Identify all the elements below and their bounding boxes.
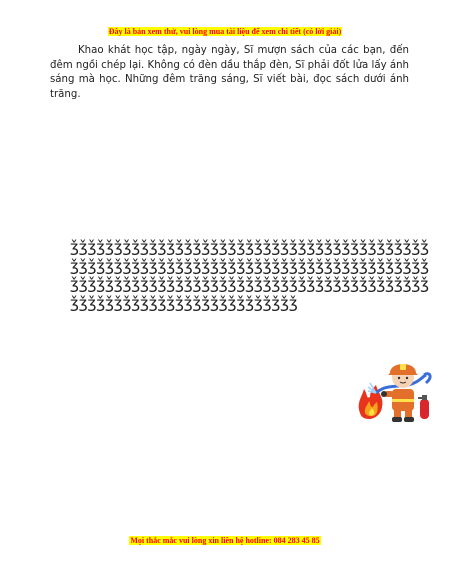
hotline-text: Mọi thắc mắc vui lòng xin liên hệ hotline: 084 283 45 85 xyxy=(130,536,320,545)
story-paragraph: Khao khát học tập, ngày ngày, Sĩ mượn sách của các bạn, đến đêm ngồi chép lại. Không có đèn dầu thắp đèn, Sĩ phải đốt lửa lấy ánh sáng mà học. Những đêm trăng sáng, Sĩ viết bài, đọc sách dưới ánh trăng. xyxy=(50,45,410,100)
firefighter-illustration-icon xyxy=(356,353,434,425)
preview-notice-banner xyxy=(0,27,450,36)
preview-notice-text: Đây là bản xem thử, vui lòng mua tài liệu để xem chi tiết (có lời giải) xyxy=(108,27,342,36)
glyph-text-block: ǯǯǯǯǯǯǯǯǯǯǯǯǯǯǯǯǯǯǯǯǯǯǯǯǯǯǯǯǯǯǯǯǯǯǯǯǯǯǯǯǯǯǯǯǯǯǯǯǯǯǯǯǯǯǯǯǯǯǯǯǯǯǯǯǯǯǯǯǯǯǯǯǯǯǯǯǯǯǯǯǯǯǯǯǯǯǯǯǯǯǯǯǯǯǯǯǯǯǯǯǯǯǯǯǯǯǯǯǯǯǯǯǯǯǯǯǯǯǯǯǯǯǯǯǯǯǯǯǯǯǯǯǯǯǯǯǯǯǯǯǯǯǯǯǯǯǯǯǯ xyxy=(70,238,429,312)
hotline-banner xyxy=(0,536,450,545)
